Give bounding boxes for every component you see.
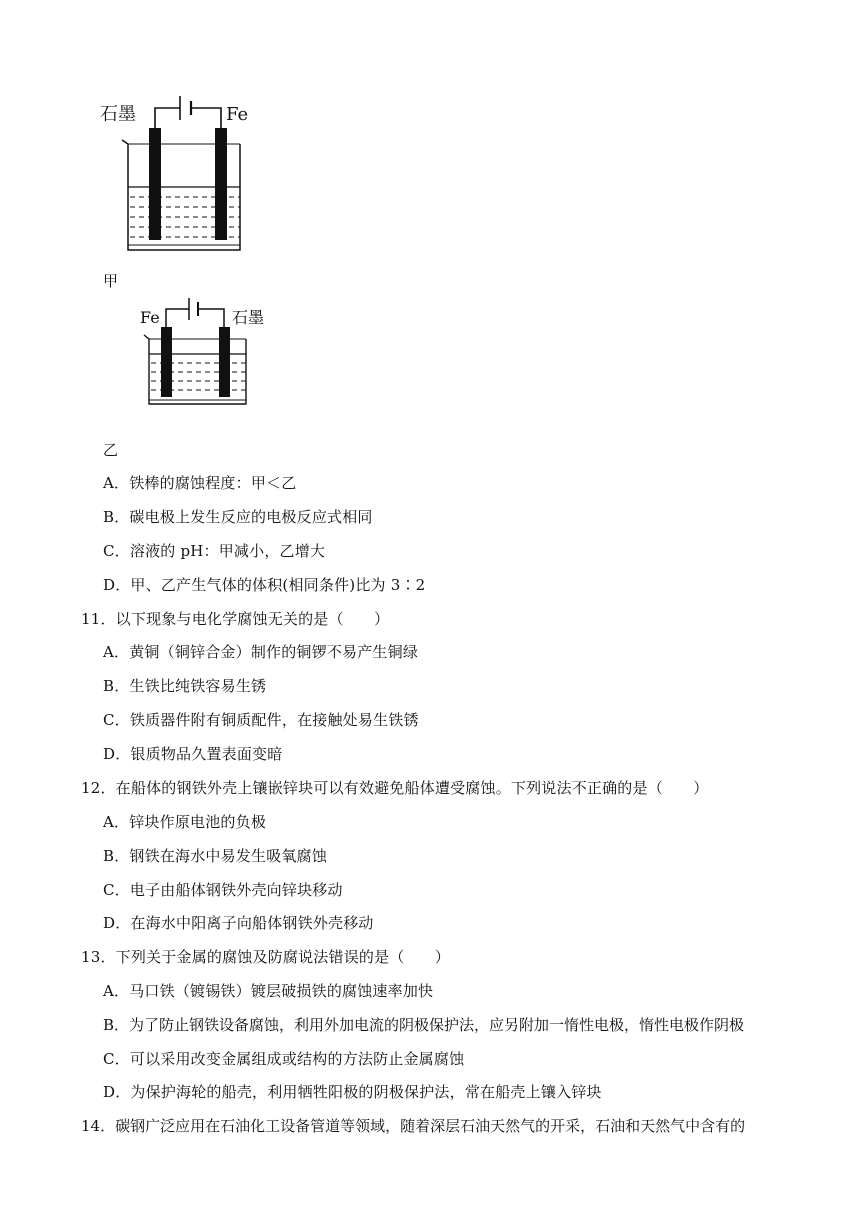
q10-option-c: C．溶液的 pH：甲减小，乙增大: [103, 542, 326, 560]
figure-jia-caption: 甲: [103, 272, 119, 290]
q12-option-c: C．电子由船体钢铁外壳向锌块移动: [103, 881, 343, 899]
yi-fe-rod: [161, 327, 172, 397]
q13-option-d: D．为保护海轮的船壳，利用牺牲阳极的阴极保护法，常在船壳上镶入锌块: [103, 1083, 602, 1101]
q11-option-b: B．生铁比纯铁容易生锈: [103, 677, 267, 695]
q11-stem: 11．以下现象与电化学腐蚀无关的是（ ）: [81, 610, 390, 628]
q13-option-b: B．为了防止钢铁设备腐蚀，利用外加电流的阴极保护法，应另附加一惰性电极，惰性电极作阴极: [103, 1016, 745, 1034]
q11-option-c: C．铁质器件附有铜质配件，在接触处易生铁锈: [103, 711, 419, 729]
figure-jia: [100, 92, 260, 257]
jia-graphite-rod: [149, 128, 161, 240]
jia-fe-rod: [215, 128, 227, 240]
jia-right-electrode-label: Fe: [226, 104, 249, 125]
q14-stem: 14．碳钢广泛应用在石油化工设备管道等领域，随着深层石油天然气的开采，石油和天然气中含有的: [81, 1117, 746, 1135]
yi-right-electrode-label: 石墨: [232, 308, 265, 327]
q12-option-b: B．钢铁在海水中易发生吸氧腐蚀: [103, 847, 328, 865]
q11-option-a: A．黄铜（铜锌合金）制作的铜锣不易产生铜绿: [103, 643, 419, 661]
yi-left-electrode-label: Fe: [140, 308, 160, 327]
q10-option-b: B．碳电极上发生反应的电极反应式相同: [103, 508, 373, 526]
q13-option-a: A．马口铁（镀锡铁）镀层破损铁的腐蚀速率加快: [103, 982, 434, 1000]
q12-option-a: A．锌块作原电池的负极: [103, 813, 267, 831]
figure-yi-caption: 乙: [103, 441, 119, 459]
figure-yi: [140, 296, 280, 411]
yi-graphite-rod: [219, 327, 230, 397]
q10-option-a: A．铁棒的腐蚀程度：甲＜乙: [103, 474, 297, 492]
q12-option-d: D．在海水中阳离子向船体钢铁外壳移动: [103, 914, 374, 932]
q11-option-d: D．银质物品久置表面变暗: [103, 745, 283, 763]
jia-left-electrode-label: 石墨: [100, 104, 136, 125]
q13-option-c: C．可以采用改变金属组成或结构的方法防止金属腐蚀: [103, 1050, 465, 1068]
electrolysis-cell-jia-diagram: [100, 92, 260, 257]
electrolysis-cell-yi-diagram: [140, 296, 280, 411]
q12-stem: 12．在船体的钢铁外壳上镶嵌锌块可以有效避免船体遭受腐蚀。下列说法不正确的是（ ）: [81, 779, 709, 797]
q13-stem: 13．下列关于金属的腐蚀及防腐说法错误的是（ ）: [81, 948, 451, 966]
q10-option-d: D．甲、乙产生气体的体积(相同条件)比为 3∶2: [103, 576, 426, 594]
